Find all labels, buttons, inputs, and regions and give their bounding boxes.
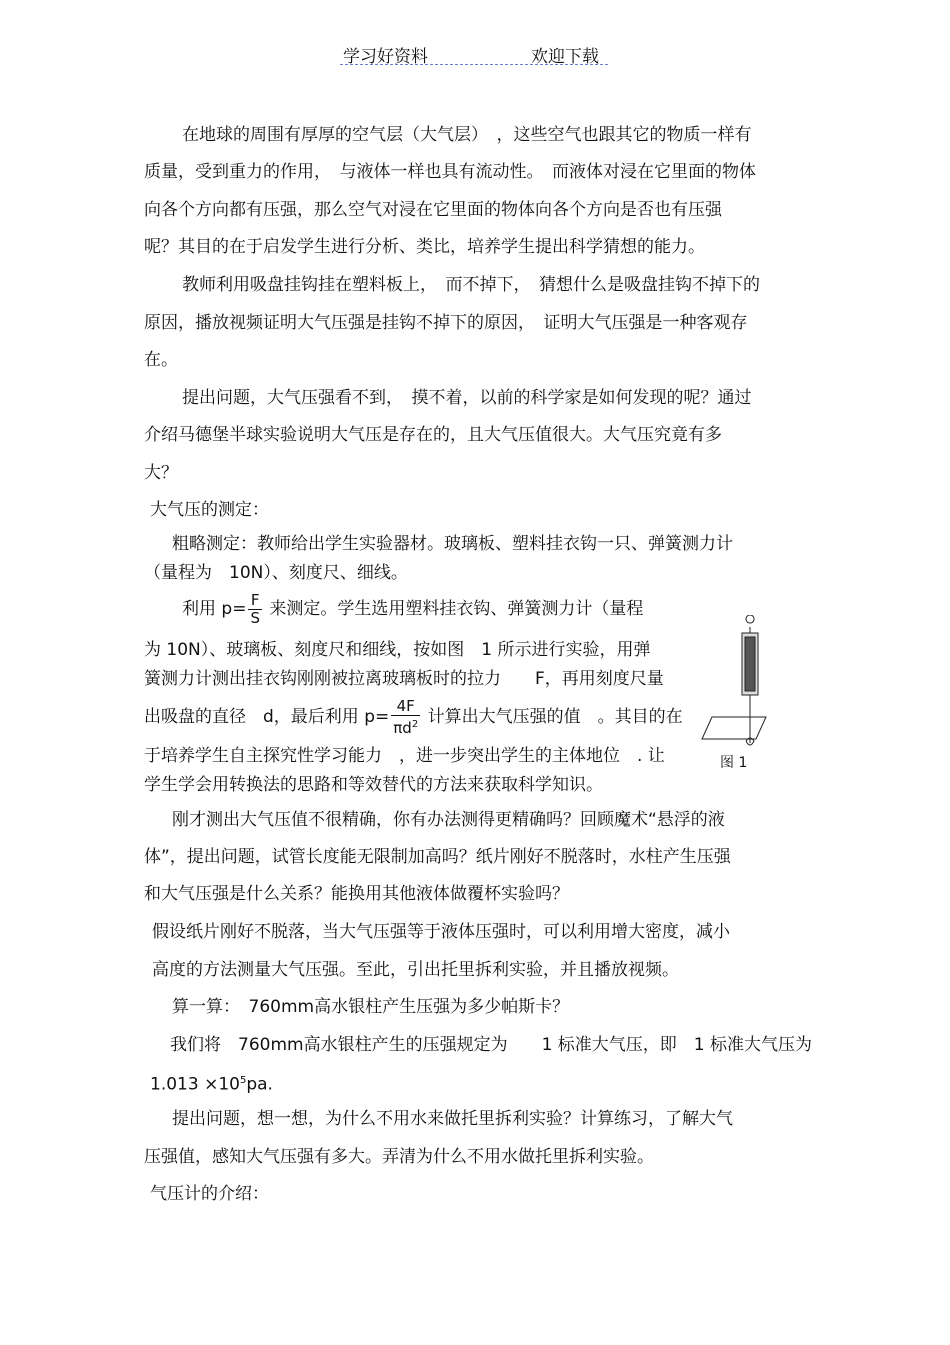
text-line: （量程为 10N）、刻度尺、细线。: [144, 563, 408, 583]
value-line: $1.013 \times 10^5pa$.: [150, 1074, 273, 1095]
text-line: 和大气压强是什么关系？能换用其他液体做覆杯实验吗？: [144, 884, 569, 904]
text-line: 提出问题，大气压强看不到， 摸不着，以前的科学家是如何发现的呢？通过: [182, 388, 752, 408]
header-right: 欢迎下载: [531, 47, 599, 67]
text-line: 原因，播放视频证明大气压强是挂钩不掉下的原因， 证明大气压强是一种客观存: [144, 313, 748, 333]
formula-line-1: [182, 590, 643, 628]
text-line: 簧测力计测出挂衣钩刚刚被拉离玻璃板时的拉力 F，再用刻度尺量: [144, 669, 664, 689]
formula-prefix: 利用: [182, 599, 216, 619]
text-line: 在。: [144, 350, 178, 370]
fraction-f-over-s: $\frac{F}{S}$: [250, 590, 260, 627]
text-line: 体”，提出问题，试管长度能无限制加高吗？纸片刚好不脱落时，水柱产生压强: [144, 847, 731, 867]
text-line: 刚才测出大气压值不很精确，你有办法测得更精确吗？回顾魔术“悬浮的液: [172, 810, 725, 830]
formula-lhs: p=: [221, 599, 247, 619]
text-line: 大？: [144, 463, 178, 483]
text-line: 来测定。学生选用塑料挂衣钩、弹簧测力计（量程: [269, 599, 644, 619]
text-line: 质量，受到重力的作用， 与液体一样也具有流动性。 而液体对浸在它里面的物体: [144, 162, 756, 182]
text-line: 提出问题，想一想，为什么不用水来做托里拆利实验？计算练习，了解大气: [172, 1109, 733, 1129]
formula-line-2: [144, 697, 683, 737]
spring-scale-figure: [698, 615, 768, 775]
header-divider: [340, 64, 608, 65]
text-segment: 计算出大气压强的值 。其目的在: [427, 707, 683, 727]
text-line: 为 10N）、玻璃板、刻度尺和细线，按如图 1 所示进行实验，用弹: [144, 640, 651, 660]
text-line: 高度的方法测量大气压强。至此，引出托里拆利实验，并且播放视频。: [152, 960, 679, 980]
text-line: 我们将 760mm高水银柱产生的压强规定为 1 标准大气压，即 1 标准大气压为: [170, 1035, 813, 1055]
text-line: 教师利用吸盘挂钩挂在塑料板上， 而不掉下， 猜想什么是吸盘挂钩不掉下的: [182, 275, 760, 295]
text-line: 算一算： 760mm高水银柱产生压强为多少帕斯卡？: [172, 997, 570, 1017]
text-line: 向各个方向都有压强，那么空气对浸在它里面的物体向各个方向是否也有压强: [144, 200, 722, 220]
figure-caption: 图 1: [720, 755, 748, 771]
fraction-4f-over-pid2: $\frac{4F}{\pi d^2}$: [393, 696, 419, 737]
text-line: 于培养学生自主探究性学习能力 ，进一步突出学生的主体地位 . 让: [144, 746, 665, 766]
text-line: 假设纸片刚好不脱落，当大气压强等于液体压强时，可以利用增大密度，减小: [152, 922, 730, 942]
header-left: 学习好资料: [343, 47, 428, 67]
formula-lhs: p=: [364, 707, 390, 727]
text-line: 呢？其目的在于启发学生进行分析、类比，培养学生提出科学猜想的能力。: [144, 237, 705, 257]
section-heading: 大气压的测定：: [150, 500, 269, 520]
text-line: 介绍马德堡半球实验说明大气压是存在的，且大气压值很大。大气压究竟有多: [144, 425, 722, 445]
text-line: 在地球的周围有厚厚的空气层（大气层） ，这些空气也跟其它的物质一样有: [182, 125, 752, 145]
section-heading: 气压计的介绍：: [150, 1184, 269, 1204]
text-line: 学生学会用转换法的思路和等效替代的方法来获取科学知识。: [144, 775, 603, 795]
text-line: 粗略测定：教师给出学生实验器材。玻璃板、塑料挂衣钩一只、弹簧测力计: [172, 534, 733, 554]
text-line: 压强值，感知大气压强有多大。弄清为什么不用水做托里拆利实验。: [144, 1147, 654, 1167]
text-segment: 出吸盘的直径 d，最后利用: [144, 707, 359, 727]
